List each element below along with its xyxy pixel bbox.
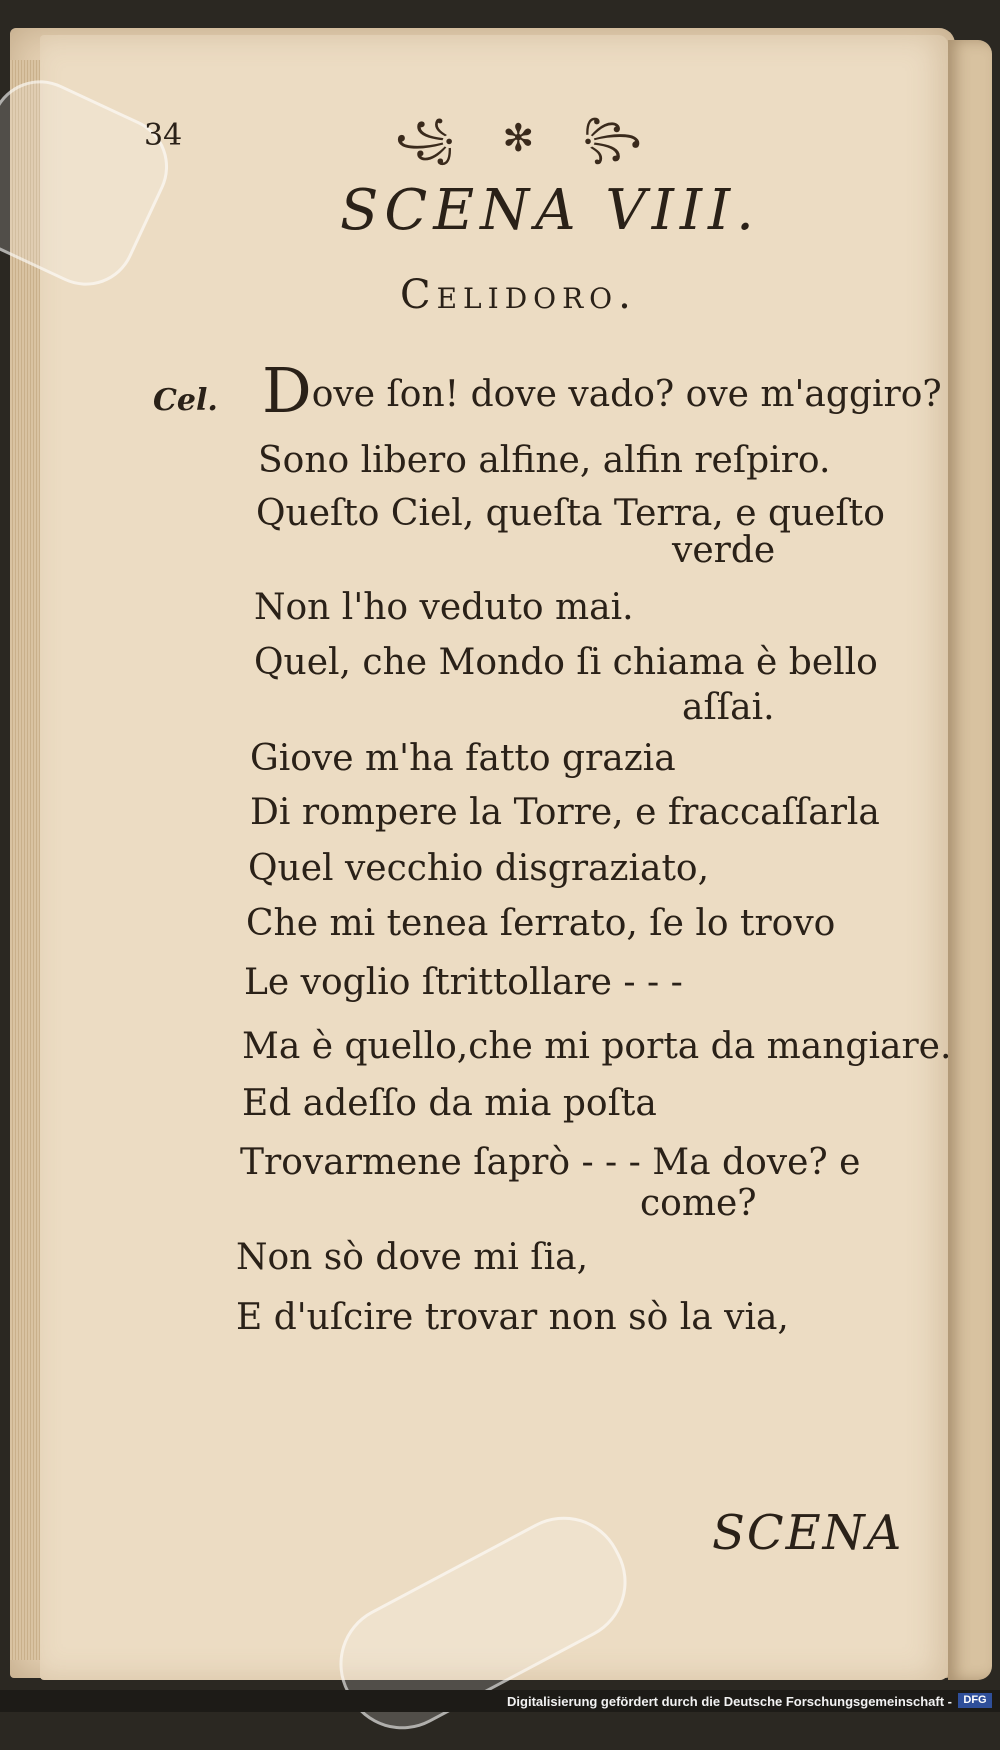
page-number: 34 — [144, 118, 183, 153]
verse-line: Le voglio ſtrittollare - - - — [244, 962, 683, 1003]
verse-line-continuation: aſſai. — [682, 687, 775, 728]
scene-title: SCENA VIII. — [340, 178, 760, 243]
drop-cap: D — [262, 354, 312, 427]
verse-line: Sono libero alfine, alfin reſpiro. — [258, 440, 831, 481]
verse-line: E d'uſcire trovar non sò la via, — [236, 1297, 789, 1338]
verse-line: Trovarmene ſaprò - - - Ma dove? e — [240, 1142, 861, 1183]
verse-line: Che mi tenea ſerrato, ſe lo trovo — [246, 903, 836, 944]
verse-line — [262, 354, 942, 427]
facing-page-edge — [948, 40, 992, 1680]
verse-line: Giove m'ha fatto grazia — [250, 738, 676, 779]
dfg-logo-icon: DFG — [958, 1693, 992, 1708]
footer-credit: Digitalisierung gefördert durch die Deutsche Forschungsgemeinschaft - — [507, 1694, 952, 1709]
verse-line: Queſto Ciel, queſta Terra, e queſto — [256, 493, 885, 534]
verse-line: Di rompere la Torre, e fraccaſſarla — [250, 792, 880, 833]
verse-line: Quel, che Mondo ſi chiama è bello — [254, 642, 878, 683]
verse-line: Non sò dove mi ſia, — [236, 1237, 589, 1278]
page-edges — [10, 60, 44, 1660]
catchword: SCENA — [712, 1505, 904, 1561]
verse-line-continuation: verde — [672, 530, 776, 571]
header-ornament: ꧁ ✻ ꧂ — [395, 116, 660, 160]
digitization-footer — [0, 1690, 1000, 1712]
verse-line-continuation: come? — [640, 1183, 757, 1224]
verse-line: Quel vecchio disgraziato, — [248, 848, 710, 889]
character-heading: Celidoro. — [400, 272, 637, 318]
verse-line: Non l'ho veduto mai. — [254, 587, 634, 628]
verse-line: Ma è quello,che mi porta da mangiare. — [242, 1026, 952, 1067]
speaker-label: Cel. — [153, 383, 218, 418]
verse-line: Ed adeſſo da mia poſta — [242, 1083, 657, 1124]
verse-line-text: ove ſon! dove vado? ove m'aggiro? — [311, 374, 942, 415]
